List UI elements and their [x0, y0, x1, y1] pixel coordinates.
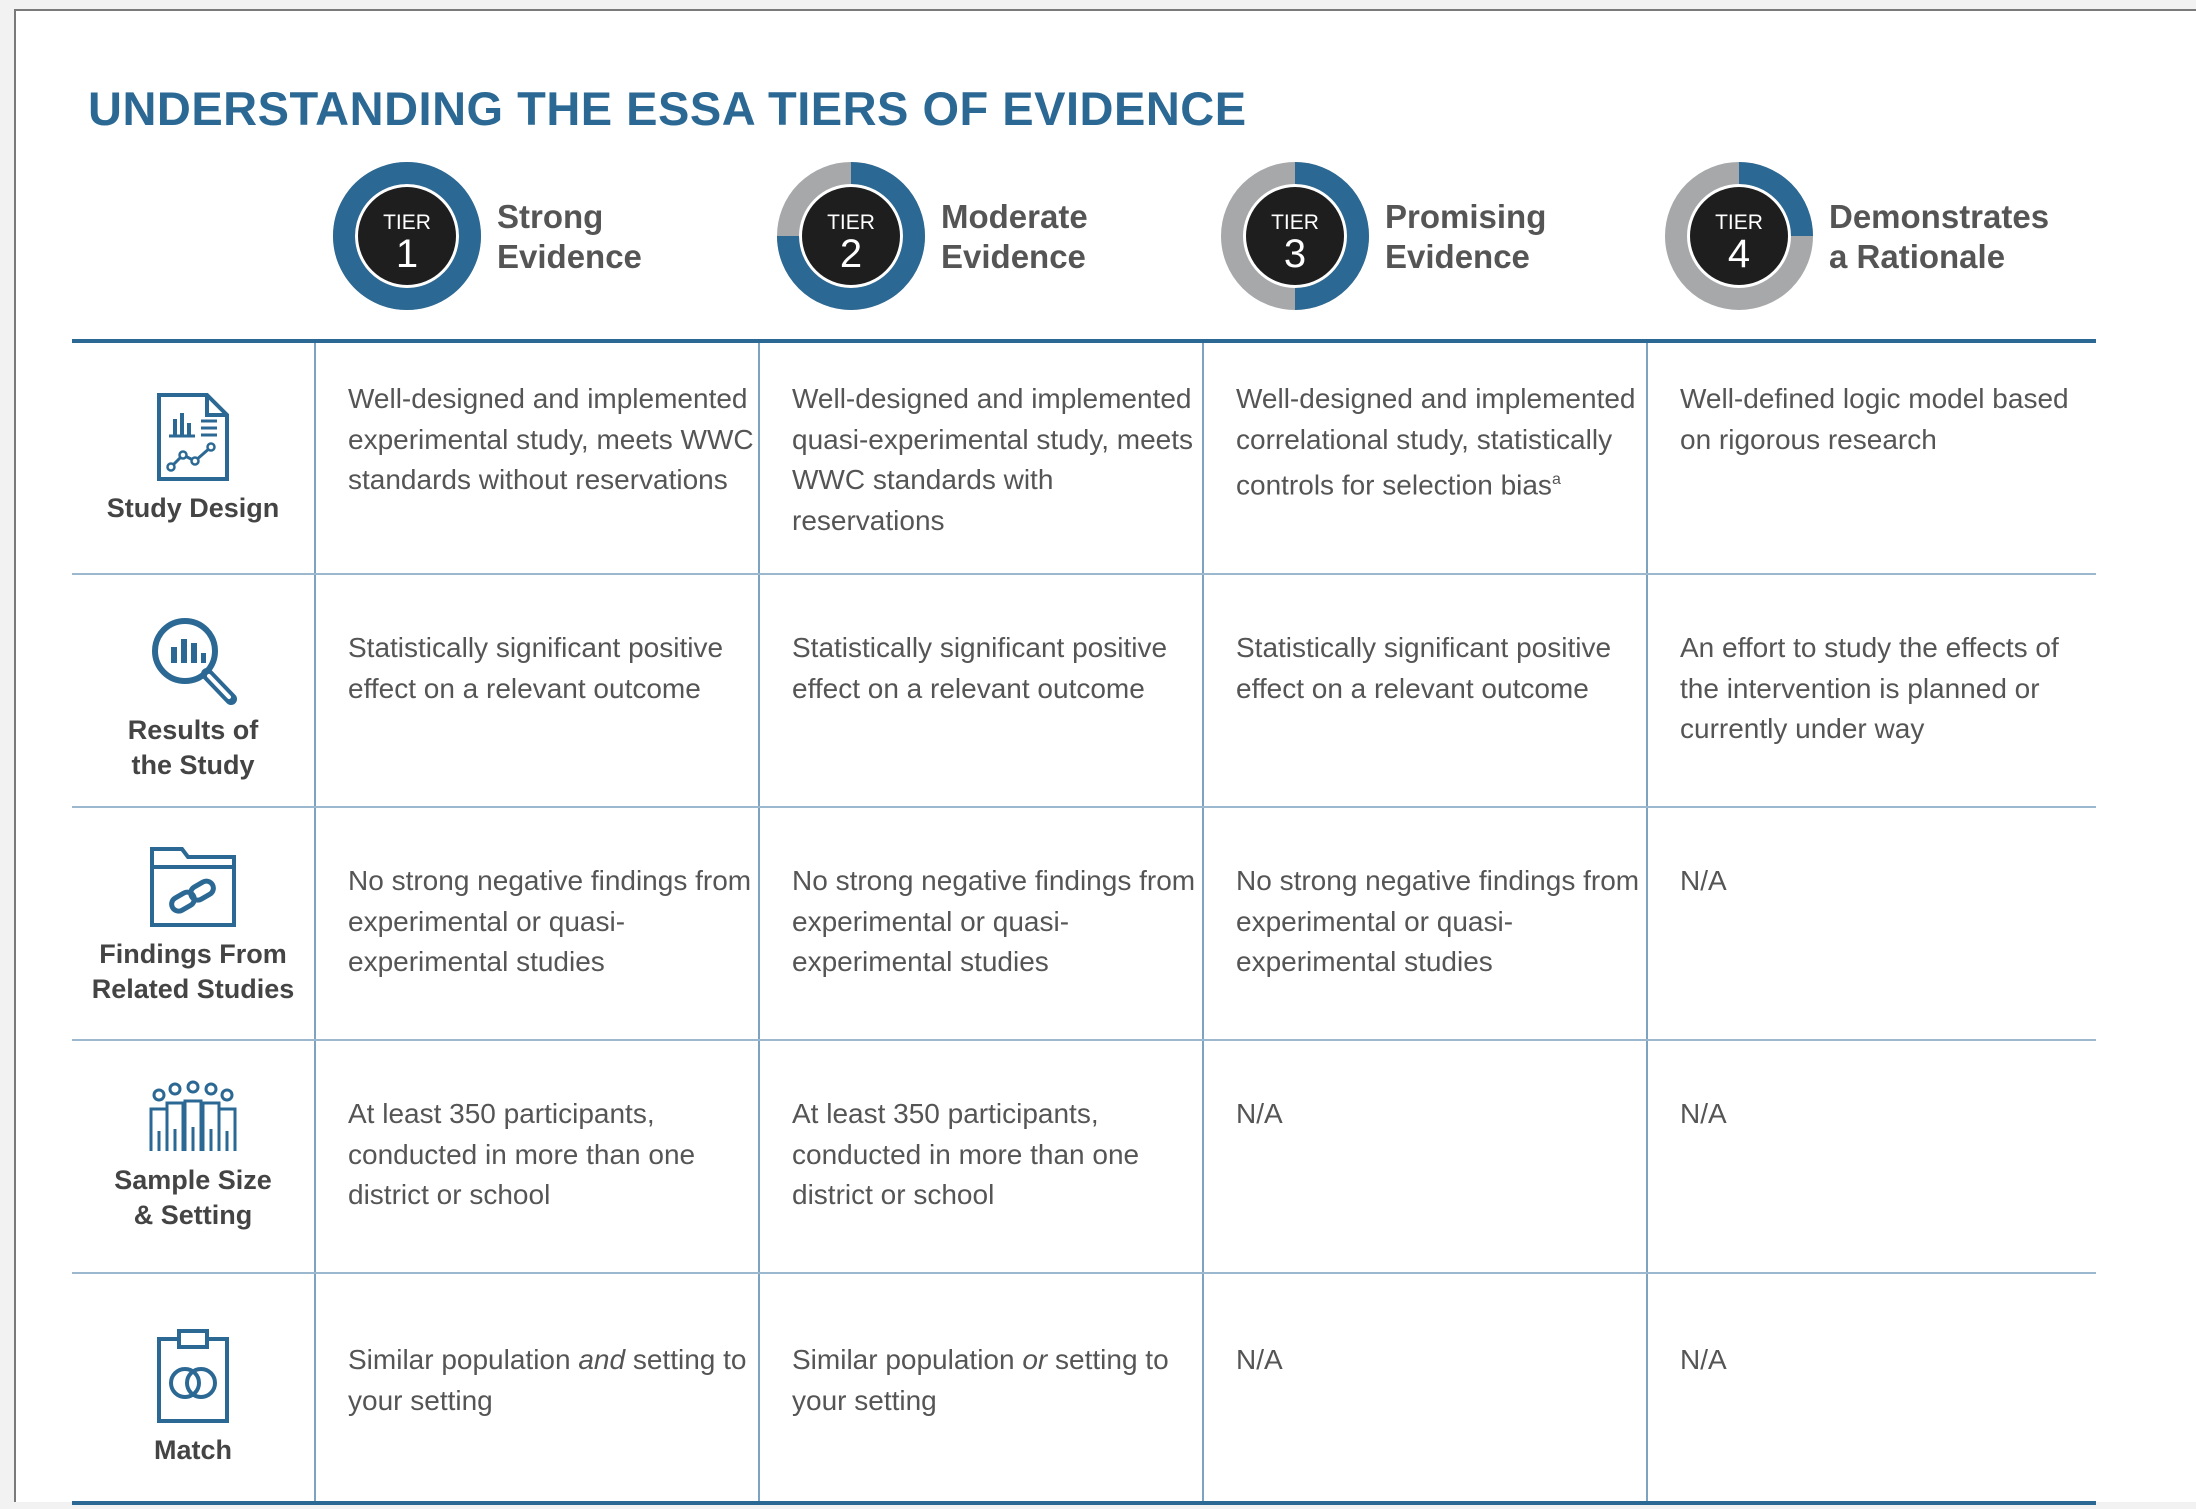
row-label [72, 1433, 314, 1468]
cell-text-post: setting to your setting [792, 1344, 1169, 1416]
evidence-table [72, 339, 2096, 1509]
cell-findings-tier-3: No strong negative findings from experimental or quasi-experimental studies [1236, 865, 1640, 977]
cell-sample-size-tier-2: At least 350 participants, conducted in more than one district or school [792, 1098, 1140, 1210]
tier-2-number: 2 [839, 232, 863, 276]
cell-results-tier-3: Statistically significant positive effect on a relevant outcome [1236, 632, 1612, 704]
tier-3-label-line1: Promising [1385, 198, 1547, 235]
tier-4-label-line2: a Rationale [1829, 238, 2006, 275]
row-label-line1: Study Design [106, 493, 280, 523]
row-header-results [72, 613, 314, 783]
row-label [72, 937, 314, 1007]
cell-findings-tier-4: N/A [1680, 865, 1727, 896]
tier-2-badge-icon [776, 161, 926, 311]
row-header-findings [72, 845, 314, 1007]
tier-3-word: TIER [1271, 211, 1319, 234]
cell-match-tier-1 [348, 1340, 768, 1421]
column-divider [314, 343, 316, 1501]
cell-results-tier-4: An effort to study the effects of the intervention is planned or currently under way [1680, 632, 2059, 744]
row-label-line1: Match [153, 1435, 232, 1465]
tier-2-label-line2: Evidence [941, 238, 1086, 275]
tier-4-word: TIER [1715, 211, 1763, 234]
row-label-line1: Results of [127, 715, 259, 745]
row-divider [72, 806, 2096, 808]
cell-study-design-tier-4: Well-defined logic model based on rigorous research [1680, 383, 2069, 455]
row-label-line2: Related Studies [91, 974, 295, 1004]
tier-1-label-line1: Strong [497, 198, 604, 235]
row-header-sample-size [72, 1079, 314, 1233]
cell-sample-size-tier-1: At least 350 participants, conducted in more than one district or school [348, 1098, 696, 1210]
cell-match-tier-4: N/A [1680, 1344, 1727, 1375]
row-label [72, 713, 314, 783]
footnote-mark: a [1551, 471, 1561, 488]
tier-1-number: 1 [395, 232, 419, 276]
row-label-line1: Sample Size [114, 1165, 272, 1195]
row-divider [72, 573, 2096, 575]
report-chart-icon [153, 391, 233, 483]
row-label [72, 1163, 314, 1233]
page-title: UNDERSTANDING THE ESSA TIERS OF EVIDENCE [88, 82, 1247, 135]
cell-findings-tier-1: No strong negative findings from experimental or quasi-experimental studies [348, 865, 752, 977]
cell-text-pre: Similar population [348, 1344, 579, 1375]
row-label-line2: & Setting [133, 1200, 253, 1230]
tier-2-word: TIER [827, 211, 875, 234]
cell-text-emphasis: or [1022, 1344, 1048, 1375]
people-group-icon [145, 1079, 241, 1155]
row-label-line1: Findings From [99, 939, 287, 969]
cell-text-pre: Similar population [792, 1344, 1023, 1375]
cell-text-emphasis: and [578, 1344, 626, 1375]
tier-3-number: 3 [1283, 232, 1307, 276]
cell-findings-tier-2: No strong negative findings from experimental or quasi-experimental studies [792, 865, 1196, 977]
tier-1-label-line2: Evidence [497, 238, 642, 275]
page [14, 9, 2196, 1502]
tier-3-label-line2: Evidence [1385, 238, 1530, 275]
tier-4-number: 4 [1727, 232, 1751, 276]
cell-study-design-tier-2: Well-designed and implemented quasi-experimental study, meets WWC standards with reservations [792, 383, 1193, 536]
cell-text-post: setting to your setting [348, 1344, 747, 1416]
tier-4-label [1829, 197, 2059, 277]
cell-study-design-tier-1: Well-designed and implemented experimental study, meets WWC standards without reservations [348, 383, 754, 495]
tier-1-word: TIER [383, 211, 431, 234]
row-header-study-design [72, 391, 314, 526]
row-label [72, 491, 314, 526]
tier-4-label-line1: Demonstrates [1829, 198, 2050, 235]
cell-match-tier-3: N/A [1236, 1344, 1283, 1375]
cell-match-tier-2 [792, 1340, 1212, 1421]
cell-results-tier-1: Statistically significant positive effect on a relevant outcome [348, 632, 724, 704]
tier-4-badge-icon [1664, 161, 1814, 311]
tier-1-label [497, 197, 727, 277]
row-divider [72, 1272, 2096, 1274]
tier-2-label [941, 197, 1171, 277]
cell-study-design-tier-3 [1236, 379, 1656, 506]
tier-3-label [1385, 197, 1615, 277]
clipboard-rings-icon [155, 1327, 231, 1425]
cell-results-tier-2: Statistically significant positive effect on a relevant outcome [792, 632, 1168, 704]
tier-3-badge-icon [1220, 161, 1370, 311]
magnifier-chart-icon [143, 613, 243, 705]
row-divider [72, 1039, 2096, 1041]
cell-sample-size-tier-3: N/A [1236, 1098, 1283, 1129]
cell-text: Well-designed and implemented correlational study, statistically controls for selection bias [1236, 383, 1636, 501]
tier-1-badge-icon [332, 161, 482, 311]
row-label-line2: the Study [131, 750, 255, 780]
row-header-match [72, 1327, 314, 1468]
tier-2-label-line1: Moderate [941, 198, 1088, 235]
table-top-rule [72, 339, 2096, 343]
folder-link-icon [148, 845, 238, 929]
cell-sample-size-tier-4: N/A [1680, 1098, 1727, 1129]
